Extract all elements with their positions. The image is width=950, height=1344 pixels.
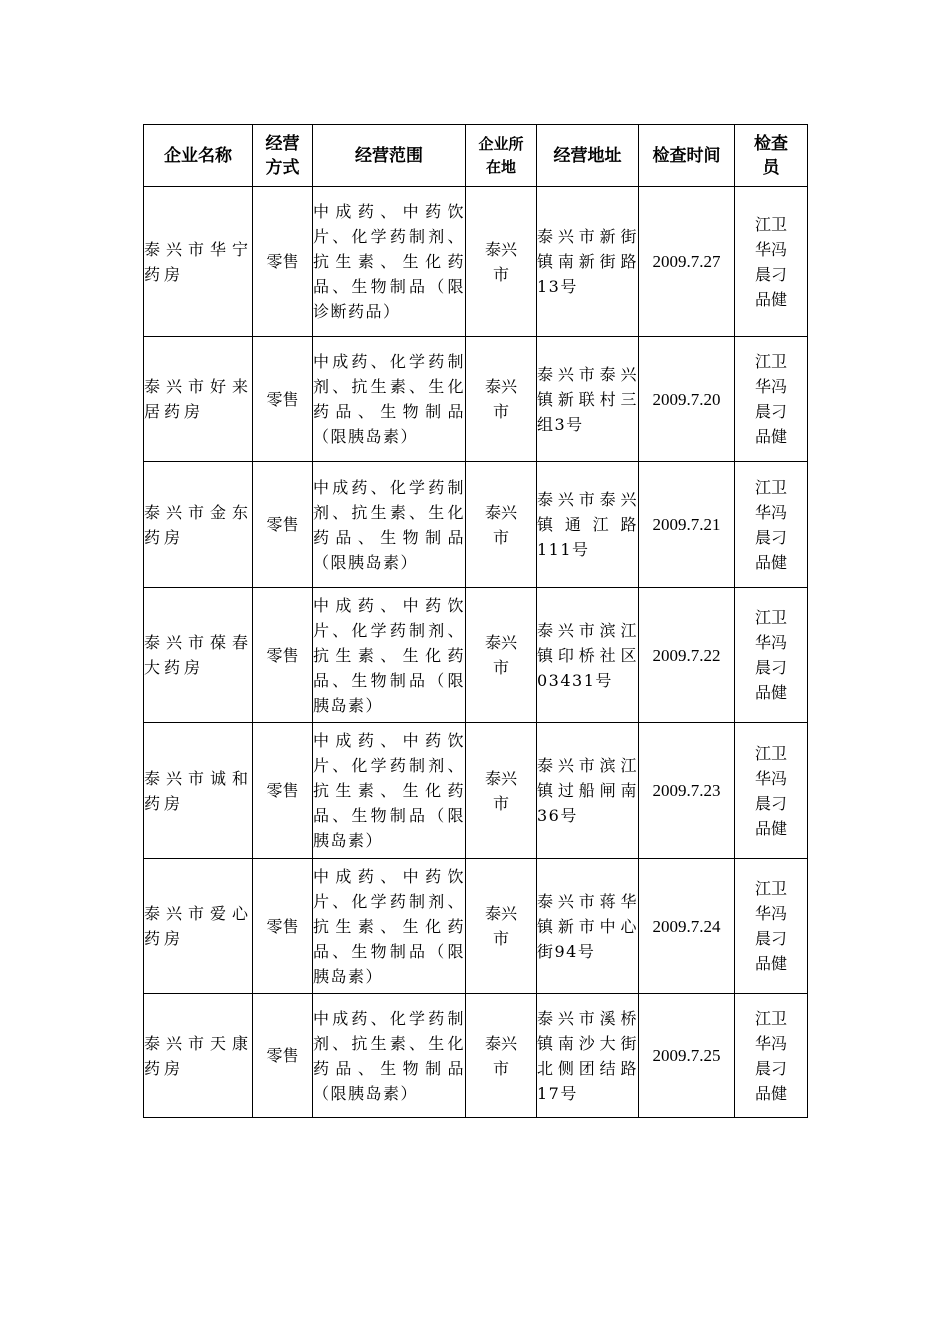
cell-address-text: 泰兴市蒋华镇新市中心街94号: [537, 891, 638, 961]
cell-business-mode: [253, 723, 313, 859]
cell-company-name-text: 泰兴市华宁药房: [144, 239, 252, 284]
cell-company-name-text: 泰兴市葆春大药房: [144, 633, 252, 677]
cell-business-scope-text: 中成药、中药饮片、化学药制剂、抗生素、生化药品、生物制品（限胰岛素）: [313, 866, 465, 986]
header-location: [466, 125, 537, 187]
cell-business-scope: [313, 187, 466, 337]
cell-company-name: [144, 462, 253, 588]
cell-address-text: 泰兴市泰兴镇新联村三组3号: [537, 364, 638, 434]
cell-business-mode: [253, 859, 313, 994]
cell-business-scope-text: 中成药、中药饮片、化学药制剂、抗生素、生化药品、生物制品（限胰岛素）: [313, 595, 465, 715]
cell-address: [537, 337, 639, 462]
cell-business-mode-text: 零售: [266, 916, 299, 936]
cell-inspection-date-text: 2009.7.25: [652, 1046, 721, 1065]
header-mode: [253, 125, 313, 187]
cell-business-scope: [313, 337, 466, 462]
header-location-text: 企业所在地: [478, 134, 524, 176]
header-scope: 经营范围: [313, 125, 466, 187]
cell-business-mode: [253, 187, 313, 337]
cell-company-name-text: 泰兴市爱心药房: [144, 904, 252, 948]
cell-business-scope-text: 中成药、化学药制剂、抗生素、生化药品、生物制品（限胰岛素）: [313, 477, 465, 572]
table-row: [144, 187, 808, 337]
cell-inspector-text: 江卫华冯晨刁品健: [754, 743, 787, 838]
cell-inspector: [735, 588, 808, 723]
cell-inspector: [735, 462, 808, 588]
table-row: [144, 462, 808, 588]
cell-inspector: [735, 859, 808, 994]
header-row: [144, 125, 808, 187]
cell-location-text: 泰兴市: [484, 377, 517, 421]
cell-inspector: [735, 994, 808, 1118]
cell-location-text: 泰兴市: [484, 768, 517, 813]
cell-location: [466, 462, 537, 588]
cell-business-scope-text: 中成药、中药饮片、化学药制剂、抗生素、生化药品、生物制品（限胰岛素）: [313, 731, 465, 850]
cell-inspector: [735, 337, 808, 462]
cell-business-mode-text: 零售: [266, 781, 299, 800]
cell-location-text: 泰兴市: [484, 904, 517, 948]
cell-company-name-text: 泰兴市金东药房: [144, 502, 252, 547]
cell-company-name: [144, 859, 253, 994]
cell-inspector: [735, 187, 808, 337]
cell-address: [537, 723, 639, 859]
header-name: 企业名称: [144, 125, 253, 187]
header-inspector: [735, 125, 808, 187]
table-row: [144, 337, 808, 462]
cell-inspection-date: [639, 337, 735, 462]
cell-location: [466, 994, 537, 1118]
cell-inspector-text: 江卫华冯晨刁品健: [754, 477, 787, 572]
cell-inspector: [735, 723, 808, 859]
cell-inspection-date-text: 2009.7.21: [652, 515, 721, 534]
cell-inspector-text: 江卫华冯晨刁品健: [754, 214, 787, 309]
cell-inspection-date: [639, 859, 735, 994]
cell-address-text: 泰兴市新街镇南新街路13号: [537, 227, 638, 296]
cell-business-scope-text: 中成药、化学药制剂、抗生素、生化药品、生物制品（限胰岛素）: [313, 352, 465, 446]
cell-location: [466, 588, 537, 723]
cell-business-mode-text: 零售: [266, 252, 299, 271]
table-row: [144, 723, 808, 859]
cell-company-name: [144, 588, 253, 723]
cell-address-text: 泰兴市滨江镇过船闸南36号: [537, 756, 638, 825]
cell-location-text: 泰兴市: [484, 1033, 517, 1078]
cell-inspection-date-text: 2009.7.20: [652, 389, 721, 409]
cell-address: [537, 994, 639, 1118]
cell-business-mode: [253, 337, 313, 462]
cell-inspection-date: [639, 994, 735, 1118]
cell-company-name-text: 泰兴市天康药房: [144, 1033, 252, 1078]
cell-address: [537, 187, 639, 337]
cell-inspection-date: [639, 187, 735, 337]
cell-location-text: 泰兴市: [484, 502, 517, 547]
cell-location: [466, 337, 537, 462]
cell-business-scope-text: 中成药、中药饮片、化学药制剂、抗生素、生化药品、生物制品（限诊断药品）: [313, 202, 465, 321]
cell-inspection-date-text: 2009.7.22: [652, 645, 721, 665]
header-mode-text: 经营方式: [265, 133, 300, 178]
cell-company-name-text: 泰兴市诚和药房: [144, 768, 252, 813]
cell-company-name: [144, 337, 253, 462]
cell-inspector-text: 江卫华冯晨刁品健: [754, 1008, 787, 1103]
cell-business-scope: [313, 723, 466, 859]
cell-business-scope: [313, 994, 466, 1118]
cell-address: [537, 462, 639, 588]
cell-inspection-date-text: 2009.7.23: [652, 781, 721, 800]
cell-business-scope: [313, 859, 466, 994]
cell-address-text: 泰兴市滨江镇印桥社区03431号: [537, 620, 638, 690]
cell-business-mode-text: 零售: [266, 389, 299, 409]
cell-business-mode-text: 零售: [266, 515, 299, 534]
cell-inspector-text: 江卫华冯晨刁品健: [754, 608, 787, 702]
cell-address: [537, 859, 639, 994]
table-row: [144, 994, 808, 1118]
cell-business-mode: [253, 994, 313, 1118]
cell-inspection-date-text: 2009.7.24: [652, 916, 721, 936]
cell-business-mode-text: 零售: [266, 645, 299, 665]
cell-business-scope-text: 中成药、化学药制剂、抗生素、生化药品、生物制品（限胰岛素）: [313, 1008, 465, 1103]
cell-company-name: [144, 187, 253, 337]
cell-company-name: [144, 723, 253, 859]
cell-inspection-date: [639, 723, 735, 859]
cell-address-text: 泰兴市溪桥镇南沙大街北侧团结路17号: [537, 1008, 638, 1103]
cell-company-name: [144, 994, 253, 1118]
cell-business-mode: [253, 588, 313, 723]
cell-business-scope: [313, 462, 466, 588]
cell-location-text: 泰兴市: [484, 239, 517, 284]
header-address: 经营地址: [537, 125, 639, 187]
cell-location: [466, 187, 537, 337]
cell-address-text: 泰兴市泰兴镇通江路111号: [537, 490, 638, 559]
cell-business-mode-text: 零售: [266, 1046, 299, 1065]
cell-inspection-date: [639, 462, 735, 588]
cell-company-name-text: 泰兴市好来居药房: [144, 377, 252, 421]
table-row: [144, 859, 808, 994]
cell-location: [466, 723, 537, 859]
cell-inspector-text: 江卫华冯晨刁品健: [754, 879, 787, 973]
cell-address: [537, 588, 639, 723]
cell-business-scope: [313, 588, 466, 723]
header-date: 检查时间: [639, 125, 735, 187]
cell-business-mode: [253, 462, 313, 588]
cell-location: [466, 859, 537, 994]
inspection-table: [143, 124, 808, 1118]
header-inspector-text: 检查员: [754, 133, 788, 178]
cell-location-text: 泰兴市: [484, 633, 517, 677]
cell-inspection-date: [639, 588, 735, 723]
cell-inspection-date-text: 2009.7.27: [652, 252, 721, 271]
table-row: [144, 588, 808, 723]
cell-inspector-text: 江卫华冯晨刁品健: [754, 352, 787, 446]
